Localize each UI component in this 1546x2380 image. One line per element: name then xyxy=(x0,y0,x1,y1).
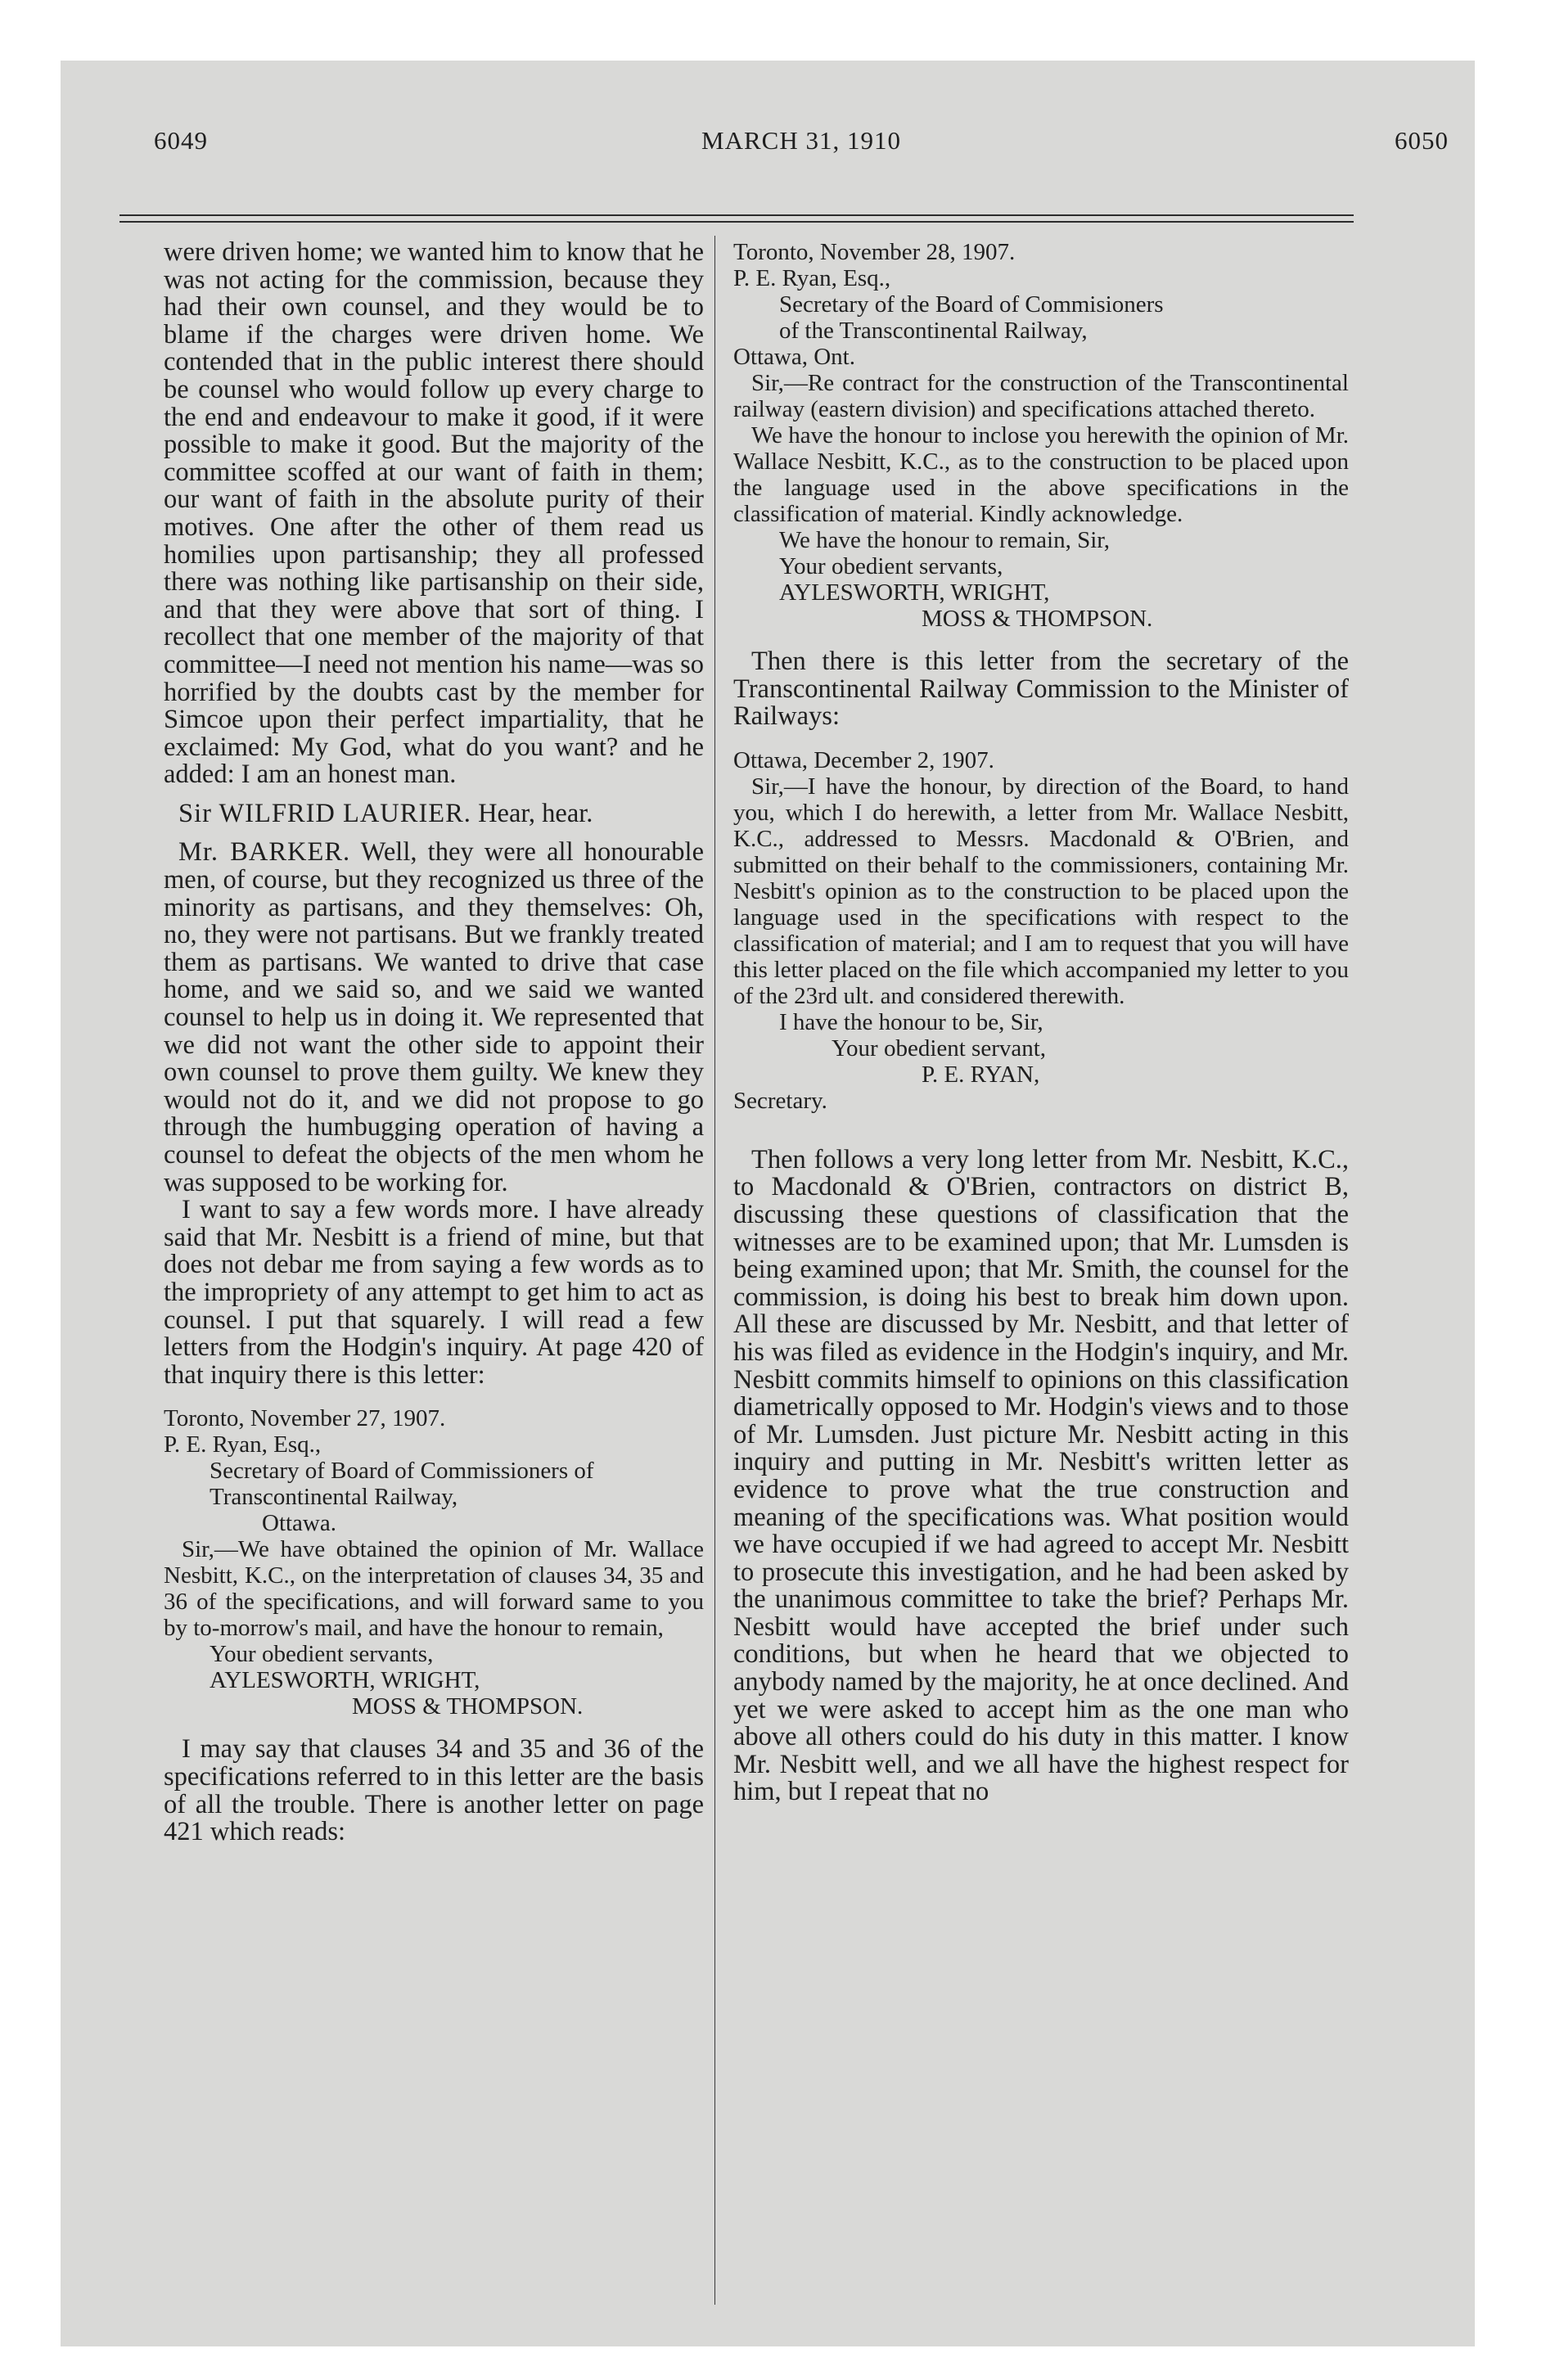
letter-closing: I have the honour to be, Sir, xyxy=(779,1008,1043,1035)
left-column xyxy=(164,239,704,1846)
letter-address: Ottawa, Ont. xyxy=(733,344,855,370)
paragraph: I want to say a few words more. I have already said that Mr. Nesbitt is a friend of mine, but that does not debar me from saying a few words as to the impropriety of any attempt to get him to act as counsel. I put that squarely. I will read a few letters from the Hodgin's inquiry. At page 420 of that inquiry there is this letter: xyxy=(164,1195,704,1390)
letter-signature: AYLESWORTH, WRIGHT, xyxy=(210,1667,480,1694)
letter-address: Ottawa. xyxy=(262,1510,336,1537)
letter-signature: AYLESWORTH, WRIGHT, xyxy=(779,579,1050,606)
letter-closing: We have the honour to remain, Sir, xyxy=(779,527,1111,553)
speaker-name: Sir WILFRID LAURIER. xyxy=(178,798,471,828)
paragraph: I may say that clauses 34 and 35 and 36 of the specifications referred to in this letter are the basis of all the trouble. There is another letter on page 421 which reads: xyxy=(164,1734,704,1847)
scanned-page xyxy=(61,61,1475,2346)
speech-text: Well, they were all honourable men, of course, but they recognized us three of the minority as partisans, and they themselves: Oh, no, they were not partisans. But we frankly treated them as partisans. We wanted to drive that case home, and we said so, and we said we wanted counsel to help us in doing it. We represented that we did not want the other side to appoint their own counsel to prove them guilty. We knew they would not do it, and we did not propose to go through the humbugging operation of having a counsel to defeat the objects of the men whom he was supposed to be working for. xyxy=(164,837,704,1197)
letter-body: Sir,—We have obtained the opinion of Mr. Wallace Nesbitt, K.C., on the interpretation of clauses 34, 35 and 36 of the specifications, and will forward same to you by to-morrow's mail, and have the honour to remain, xyxy=(164,1536,704,1642)
letter-signature: MOSS & THOMPSON. xyxy=(352,1693,584,1720)
letter-signature: MOSS & THOMPSON. xyxy=(922,606,1153,632)
letter-closing: Your obedient servants, xyxy=(779,553,1003,579)
letter-closing: Your obedient servant, xyxy=(832,1034,1047,1062)
quoted-letter-nov27 xyxy=(164,1405,704,1720)
right-column xyxy=(733,239,1349,1806)
letter-address: Transcontinental Railway, xyxy=(210,1484,458,1511)
letter-date: Toronto, November 28, 1907. xyxy=(733,239,1016,265)
letter-signature: P. E. RYAN, xyxy=(922,1061,1040,1088)
speaker-name: Mr. BARKER. xyxy=(178,837,351,868)
header-rule-bottom xyxy=(119,221,1354,223)
page-header xyxy=(154,126,1449,175)
paragraph: Then there is this letter from the secretary of the Transcontinental Railway Commission to the Minister of Railways: xyxy=(733,647,1349,732)
speech-barker xyxy=(164,839,704,1197)
page-date-title: MARCH 31, 1910 xyxy=(701,126,901,155)
letter-recipient: P. E. Ryan, Esq., xyxy=(733,265,891,291)
quoted-letter-dec2 xyxy=(733,747,1349,1114)
speech-text: Hear, hear. xyxy=(478,798,593,828)
hansard-page xyxy=(154,126,1449,175)
header-rule-top xyxy=(119,214,1354,216)
letter-address: Secretary of Board of Commissioners of xyxy=(210,1458,594,1485)
page-number-right: 6050 xyxy=(1395,126,1449,155)
paragraph: were driven home; we wanted him to know that he was not acting for the commission, because they had their own counsel, and they would be to blame if the charges were driven home. We contended that in the public interest there should be counsel who would follow up every charge to the end and endeavour to make it good, if it were possible to make it good. But the majority of the committee scoffed at our want of faith in them; our want of faith in the absolute purity of their motives. One after the other of them read us homilies upon partisanship; they all professed there was nothing like partisanship on their side, and that they were above that sort of thing. I recollect that one member of the majority of that committee—I need not mention his name—was so horrified by the doubts cast by the member for Simcoe upon their perfect impartiality, that he exclaimed: My God, what do you want? and he added: I am an honest man. xyxy=(164,237,704,790)
letter-body: Sir,—I have the honour, by direction of the Board, to hand you, which I do herewith, a letter from Mr. Wallace Nesbitt, K.C., addressed to Messrs. Macdonald & O'Brien, and submitted on their behalf to the commissioners, containing Mr. Nesbitt's opinion as to the construction to be placed upon the language used in the specifications with respect to the classification of material; and I am to request that you will have this letter placed on the file which accompanied my letter to you of the 23rd ult. and considered therewith. xyxy=(733,773,1349,1009)
speech-laurier xyxy=(164,800,704,828)
page-number-left: 6049 xyxy=(154,126,208,155)
column-divider xyxy=(714,236,715,2305)
letter-date: Toronto, November 27, 1907. xyxy=(164,1405,446,1432)
letter-closing: Your obedient servants, xyxy=(210,1641,434,1668)
letter-body: We have the honour to inclose you herewith the opinion of Mr. Wallace Nesbitt, K.C., as to the construction to be placed upon the language used in the above specifications in the classification of material. Kindly acknowledge. xyxy=(733,422,1349,527)
letter-address: Secretary of the Board of Commisioners xyxy=(779,291,1164,318)
letter-signature: Secretary. xyxy=(733,1087,827,1114)
paragraph: Then follows a very long letter from Mr. Nesbitt, K.C., to Macdonald & O'Brien, contractors on district B, discussing these questions of classification that the witnesses are to be examined upon; that Mr. Lumsden is being examined upon; that Mr. Smith, the counsel for the commission, is doing his best to break him down upon. All these are discussed by Mr. Nesbitt, and that letter of his was filed as evidence in the Hodgin's inquiry, and Mr. Nesbitt commits himself to opinions on this classification diametrically opposed to Mr. Hodgin's views and to those of Mr. Lumsden. Just picture Mr. Nesbitt acting in this inquiry and putting in Mr. Nesbitt's written letter as evidence to prove what the true construction and meaning of the specifications was. What position would we have occupied if we had agreed to accept Mr. Nesbitt to prosecute this investigation, and he had been asked by the unanimous committee to take the brief? Perhaps Mr. Nesbitt would have accepted the brief under such conditions, but when he heard that we objected to anybody named by the majority, he at once declined. And yet we were asked to accept him as the one man who above all others could do his duty in this matter. I know Mr. Nesbitt well, and we all have the highest respect for him, but I repeat that no xyxy=(733,1144,1349,1807)
letter-body: Sir,—Re contract for the construction of the Transcontinental railway (eastern division) and specifications attached thereto. xyxy=(733,370,1349,422)
quoted-letter-nov28 xyxy=(733,239,1349,632)
letter-recipient: P. E. Ryan, Esq., xyxy=(164,1431,322,1458)
letter-date: Ottawa, December 2, 1907. xyxy=(733,746,994,773)
letter-address: of the Transcontinental Railway, xyxy=(779,318,1088,344)
